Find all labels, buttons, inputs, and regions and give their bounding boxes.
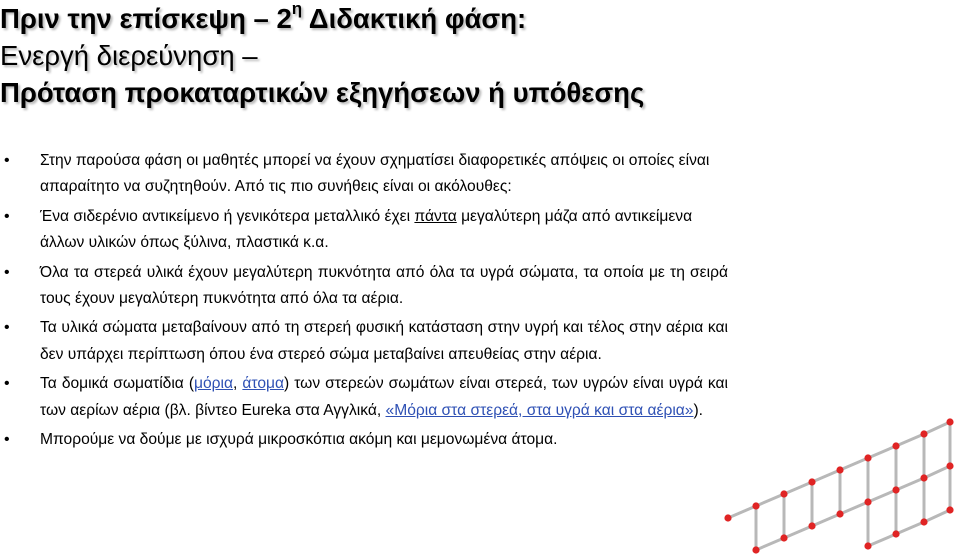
lattice-bond bbox=[756, 494, 784, 506]
bullet-item-4: • Τα υλικά σώματα μεταβαίνουν από τη στερεή φυσική κατάσταση στην υγρή και τέλος στην αέρια και δεν υπάρχει περίπτωση όπου ένα στερεό σώμα μεταβαίνει απευθείας στην αέρια. bbox=[0, 315, 728, 368]
lattice-bond bbox=[784, 482, 812, 494]
bullet-item-6: • Μπορούμε να δούμε με ισχυρά μικροσκόπια ακόμη και μεμονωμένα άτομα. bbox=[0, 427, 728, 453]
lattice-bond bbox=[868, 490, 896, 502]
title-line-2: Ενεργή διερεύνηση – bbox=[0, 40, 258, 71]
lattice-bond bbox=[784, 526, 812, 538]
lattice-atom bbox=[752, 502, 759, 509]
lattice-atom bbox=[946, 506, 953, 513]
lattice-bond bbox=[924, 466, 950, 478]
lattice-atom bbox=[920, 518, 927, 525]
bullet-item-1: • Στην παρούσα φάση οι μαθητές μπορεί να έχουν σχηματίσει διαφορετικές απόψεις οι οποίες είναι απαραίτητο να συζητηθούν. Από τις πιο συνήθεις είναι οι ακόλουθες: bbox=[0, 148, 728, 201]
lattice-bond bbox=[812, 514, 840, 526]
lattice-bond bbox=[924, 510, 950, 522]
link-eureka-video[interactable]: «Μόρια στα στερεά, στα υγρά και στα αέρια» bbox=[385, 401, 694, 419]
lattice-bond bbox=[756, 538, 784, 550]
lattice-atom bbox=[836, 466, 843, 473]
lattice-atom bbox=[836, 510, 843, 517]
lattice-bond bbox=[840, 502, 868, 514]
bullet-item-2: • Ένα σιδερένιο αντικείμενο ή γενικότερα μεταλλικό έχει πάντα μεγαλύτερη μάζα από αντικείμενα άλλων υλικών όπως ξύλινα, πλαστικά κ.α. bbox=[0, 204, 728, 257]
lattice-atom bbox=[920, 430, 927, 437]
lattice-bond bbox=[840, 458, 868, 470]
lattice-bond bbox=[868, 534, 896, 546]
lattice-atom bbox=[780, 534, 787, 541]
lattice-bond bbox=[868, 446, 896, 458]
link-atoms[interactable]: άτομα bbox=[242, 375, 285, 393]
lattice-bond bbox=[896, 522, 924, 534]
lattice-atom bbox=[724, 514, 731, 521]
lattice-atom bbox=[892, 486, 899, 493]
lattice-atom bbox=[752, 546, 759, 553]
bullet-item-3: • Όλα τα στερεά υλικά έχουν μεγαλύτερη πυκνότητα από όλα τα υγρά σώματα, τα οποία με τη σειρά τους έχουν μεγαλύτερη πυκνότητα από όλα τα αέρια. bbox=[0, 260, 728, 313]
lattice-bond bbox=[812, 470, 840, 482]
link-molecules[interactable]: μόρια bbox=[194, 375, 234, 393]
lattice-bond bbox=[924, 422, 950, 434]
bullet-list bbox=[0, 148, 728, 456]
lattice-atom bbox=[864, 454, 871, 461]
slide-title bbox=[0, 0, 940, 111]
lattice-atom bbox=[864, 498, 871, 505]
title-line-3: Πρόταση προκαταρτικών εξηγήσεων ή υπόθεσης bbox=[0, 77, 645, 108]
lattice-atom bbox=[892, 530, 899, 537]
title-line-1: Πριν την επίσκεψη – $2^\eta$ Διδακτική φάση: bbox=[0, 0, 527, 34]
lattice-atom bbox=[946, 418, 953, 425]
lattice-atom bbox=[808, 478, 815, 485]
lattice-atom bbox=[920, 474, 927, 481]
lattice-bond bbox=[896, 434, 924, 446]
bullet-item-5: • Τα δομικά σωματίδια (μόρια, άτομα) των στερεών σωμάτων είναι στερεά, των υγρών είναι υγρά και των αερίων αέρια (βλ. βίντεο Eureka στα Αγγλικά, «Μόρια στα στερεά, στα υγρά και στα αέρια»). bbox=[0, 371, 728, 424]
lattice-bond bbox=[896, 478, 924, 490]
lattice-atom bbox=[808, 522, 815, 529]
lattice-bond bbox=[728, 506, 756, 518]
emphasis-always: πάντα bbox=[414, 207, 457, 225]
lattice-atom bbox=[864, 542, 871, 549]
crystal-lattice-icon bbox=[718, 290, 960, 558]
lattice-atom bbox=[780, 490, 787, 497]
lattice-atom bbox=[892, 442, 899, 449]
lattice-atom bbox=[946, 462, 953, 469]
